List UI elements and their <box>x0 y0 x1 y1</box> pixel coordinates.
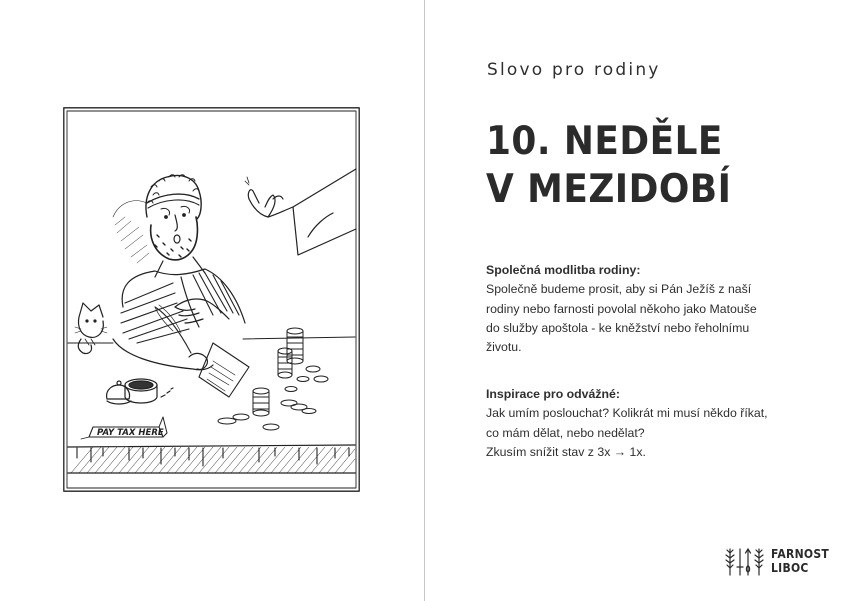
logo-line-1: FARNOST <box>771 547 830 561</box>
matthew-figure <box>113 175 245 370</box>
section-text-line: životu. <box>486 340 522 355</box>
wheat-sword-wheat-icon <box>723 545 767 577</box>
page-divider <box>424 0 425 601</box>
parish-logo <box>723 545 836 577</box>
reaching-hand <box>245 169 356 255</box>
section-text-line: Společně budeme prosit, aby si Pán Ježíš z naší <box>486 282 752 297</box>
family-prayer-section <box>486 261 816 357</box>
title-line-1: 10. NEDĚLE <box>486 119 723 164</box>
section-text-line: do služby apoštola - ke kněžství nebo řeholnímu <box>486 320 750 335</box>
page-title <box>486 118 731 214</box>
logo-line-2: LIBOC <box>771 561 809 575</box>
page-subtitle: Slovo pro rodiny <box>487 60 661 80</box>
section-text-line: rodiny nebo farnosti povolal někoho jako Matouše <box>486 301 757 316</box>
section-text-line: Jak umím poslouchat? Kolikrát mi musí někdo říkat, <box>486 406 768 421</box>
section-text-line: co mám dělat, nebo nedělat? <box>486 425 645 440</box>
title-line-2: V MEZIDOBÍ <box>486 167 732 212</box>
pay-tax-here-sign <box>81 417 167 439</box>
section-heading: Společná modlitba rodiny: <box>486 263 641 277</box>
svg-text:PAY TAX HERE: PAY TAX HERE <box>97 428 164 438</box>
inspiration-section <box>486 385 816 462</box>
table-front <box>68 445 355 473</box>
section-heading: Inspirace pro odvážné: <box>486 387 620 401</box>
section-text-line: Zkusím snížit stav z 3x → 1x. <box>486 444 646 459</box>
cat <box>75 303 107 354</box>
coins <box>218 328 328 430</box>
ink-pot <box>107 379 173 404</box>
parish-name <box>771 547 829 575</box>
matthew-tax-collector-illustration <box>63 107 360 492</box>
